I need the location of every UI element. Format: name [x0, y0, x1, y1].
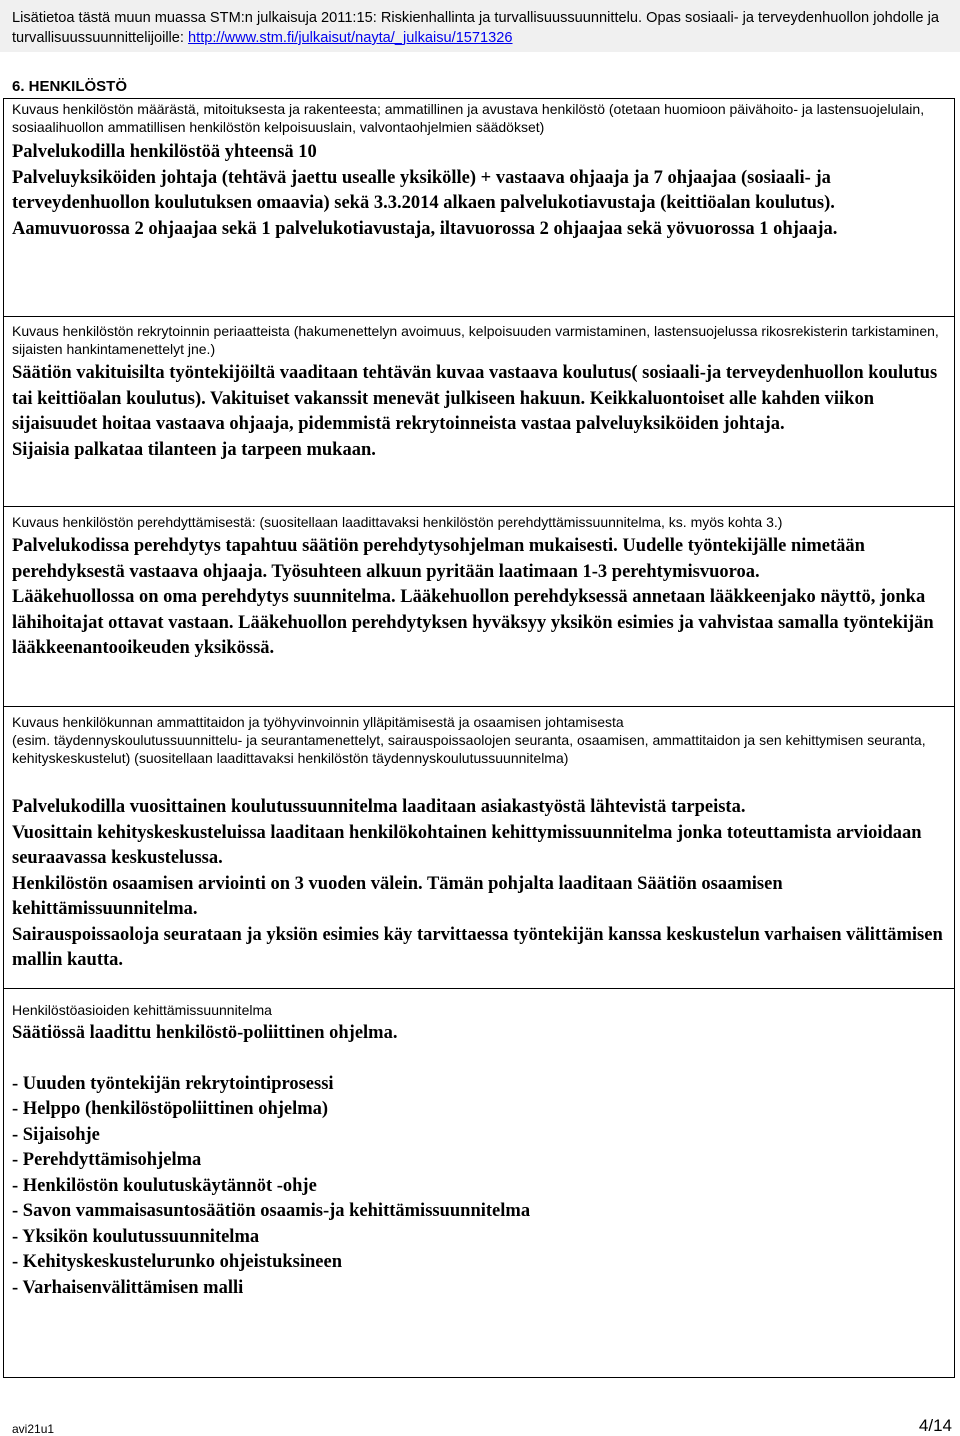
page-number: 4/14 [918, 1416, 952, 1435]
staffing-shifts: Aamuvuorossa 2 ohjaajaa sekä 1 palvelukotiavustaja, iltavuorossa 2 ohjaajaa sekä yövuorossa 1 ohjaaja. [12, 218, 838, 239]
competence-description-title: Kuvaus henkilökunnan ammattitaidon ja työhyvinvoinnin ylläpitämisestä ja osaamisen johtamisesta [12, 714, 624, 730]
orientation-block [12, 513, 947, 662]
reference-note [0, 0, 960, 52]
competence-block [12, 713, 947, 974]
competence-description-detail: (esim. täydennyskoulutussuunnittelu- ja seurantamenettelyt, sairauspoissaolojen seuranta, osaamisen, ammattitaidon ja sen kehittymisen seuranta, kehityskeskustelut) (suositellaan laadittavaksi henkilöstön täydennyskoulutussuunnitelma) [12, 732, 926, 766]
staffing-block [12, 100, 947, 242]
list-item: - Helppo (henkilöstöpoliittinen ohjelma) [12, 1099, 329, 1119]
recruitment-block [12, 322, 947, 463]
hr-plan-list [12, 1072, 947, 1302]
orientation-description: Kuvaus henkilöstön perehdyttämisestä: (suositellaan laadittavaksi henkilöstön perehdyttämissuunnitelma, ks. myös kohta 3.) [12, 514, 783, 530]
competence-sick-leave: Sairauspoissaoloja seurataan ja yksiön esimies käy tarvittaessa työntekijän kanssa keskustelun varhaisen välittämisen mallin kautta. [12, 924, 943, 970]
section-heading: 6. HENKILÖSTÖ [12, 78, 128, 95]
competence-training-plan: Palvelukodilla vuosittainen koulutussuunnitelma laaditaan asiakastyöstä lähtevistä tarpeista. [12, 797, 746, 817]
competence-assessment: Henkilöstön osaamisen arviointi on 3 vuoden välein. Tämän pohjalta laaditaan Säätiön osaamisen kehittämissuunnitelma. [12, 873, 783, 919]
competence-development-talks: Vuosittain kehityskeskusteluissa laaditaan henkilökohtainen kehittymissuunnitelma jonka toteuttamista arvioidaan seuraavassa keskustelussa. [12, 822, 922, 868]
divider [3, 506, 955, 507]
list-item: - Savon vammaisasuntosäätiön osaamis-ja kehittämissuunnitelma [12, 1201, 531, 1221]
reference-link[interactable]: http://www.stm.fi/julkaisut/nayta/_julkaisu/1571326 [188, 30, 513, 46]
divider [3, 988, 955, 989]
divider [3, 706, 955, 707]
list-item: - Perehdyttämisohjelma [12, 1150, 202, 1170]
hr-plan-block [12, 1001, 947, 1301]
orientation-medication: Lääkehuollossa on oma perehdytys suunnitelma. Lääkehuollon perehdyksessä annetaan lääkkeenjako näyttö, jonka lähihoitajat ottavat vastaan. Lääkehuollon perehdytyksen hyväksyy yksikön esimies ja vahvistaa samalla työntekijän lääkkeenantooikeuden yksikössä. [12, 587, 934, 658]
divider [3, 316, 955, 317]
recruitment-policy: Säätiön vakituisilta työntekijöiltä vaaditaan tehtävän kuvaa vastaava koulutus( sosiaali-ja terveydenhuollon koulutus tai keittiöalan koulutus). Vakituiset vakanssit menevät julkiseen hakuun. Keikkaluontoiset alle kahden viikon sijaisuudet hoitaa vastaava ohjaaja, pidemmistä rekrytoinneista vastaa palveluyksiköiden johtaja. [12, 363, 938, 434]
list-item: - Varhaisenvälittämisen malli [12, 1277, 244, 1298]
staffing-total: Palvelukodilla henkilöstöä yhteensä 10 [12, 142, 317, 162]
reference-note-text: Lisätietoa tästä muun muassa STM:n julkaisuja 2011:15: Riskienhallinta ja turvallisuussuunnittelu. Opas sosiaali- ja terveydenhuollon johdolle ja turvallisuussuunnittelijoille: [12, 10, 939, 46]
staffing-description: Kuvaus henkilöstön määrästä, mitoituksesta ja rakenteesta; ammatillinen ja avustava henkilöstö (otetaan huomioon päivähoito- ja lastensuojelulain, sosiaalihuollon ammatillisen henkilöstön kelpoisuuslain, valvontaohjelmien säädökset) [12, 101, 925, 135]
recruitment-substitutes: Sijaisia palkataa tilanteen ja tarpeen mukaan. [12, 439, 376, 460]
list-item: - Uuuden työntekijän rekrytointiprosessi [12, 1073, 334, 1094]
staffing-structure: Palveluyksiköiden johtaja (tehtävä jaettu usealle yksikölle) + vastaava ohjaaja ja 7 ohjaajaa (sosiaali- ja terveydenhuollon koulutuksen omaavia) sekä 3.3.2014 alkaen palvelukotiavustaja (keittiöalan koulutus). [12, 167, 835, 213]
list-item: - Kehityskeskustelurunko ohjeistuksineen [12, 1252, 342, 1272]
orientation-general: Palvelukodissa perehdytys tapahtuu säätiön perehdytysohjelman mukaisesti. Uudelle työntekijälle nimetään perehdyksestä vastaava ohjaaja. Työsuhteen alkuun pyritään laatimaan 1-3 perehtymisvuoroa. [12, 536, 865, 582]
document-code: avi21u1 [12, 1422, 55, 1436]
list-item: - Yksikön koulutussuunnitelma [12, 1226, 260, 1247]
list-item: - Henkilöstön koulutuskäytännöt -ohje [12, 1175, 317, 1196]
recruitment-description: Kuvaus henkilöstön rekrytoinnin periaatteista (hakumenettelyn avoimuus, kelpoisuuden varmistaminen, lastensuojelussa rikosrekisterin tarkistaminen, sijaisten hankintamenettelyt jne.) [12, 323, 939, 357]
list-item: - Sijaisohje [12, 1124, 100, 1145]
hr-plan-intro: Säätiössä laadittu henkilöstö-poliittinen ohjelma. [12, 1023, 398, 1043]
hr-plan-description: Henkilöstöasioiden kehittämissuunnitelma [12, 1002, 272, 1018]
